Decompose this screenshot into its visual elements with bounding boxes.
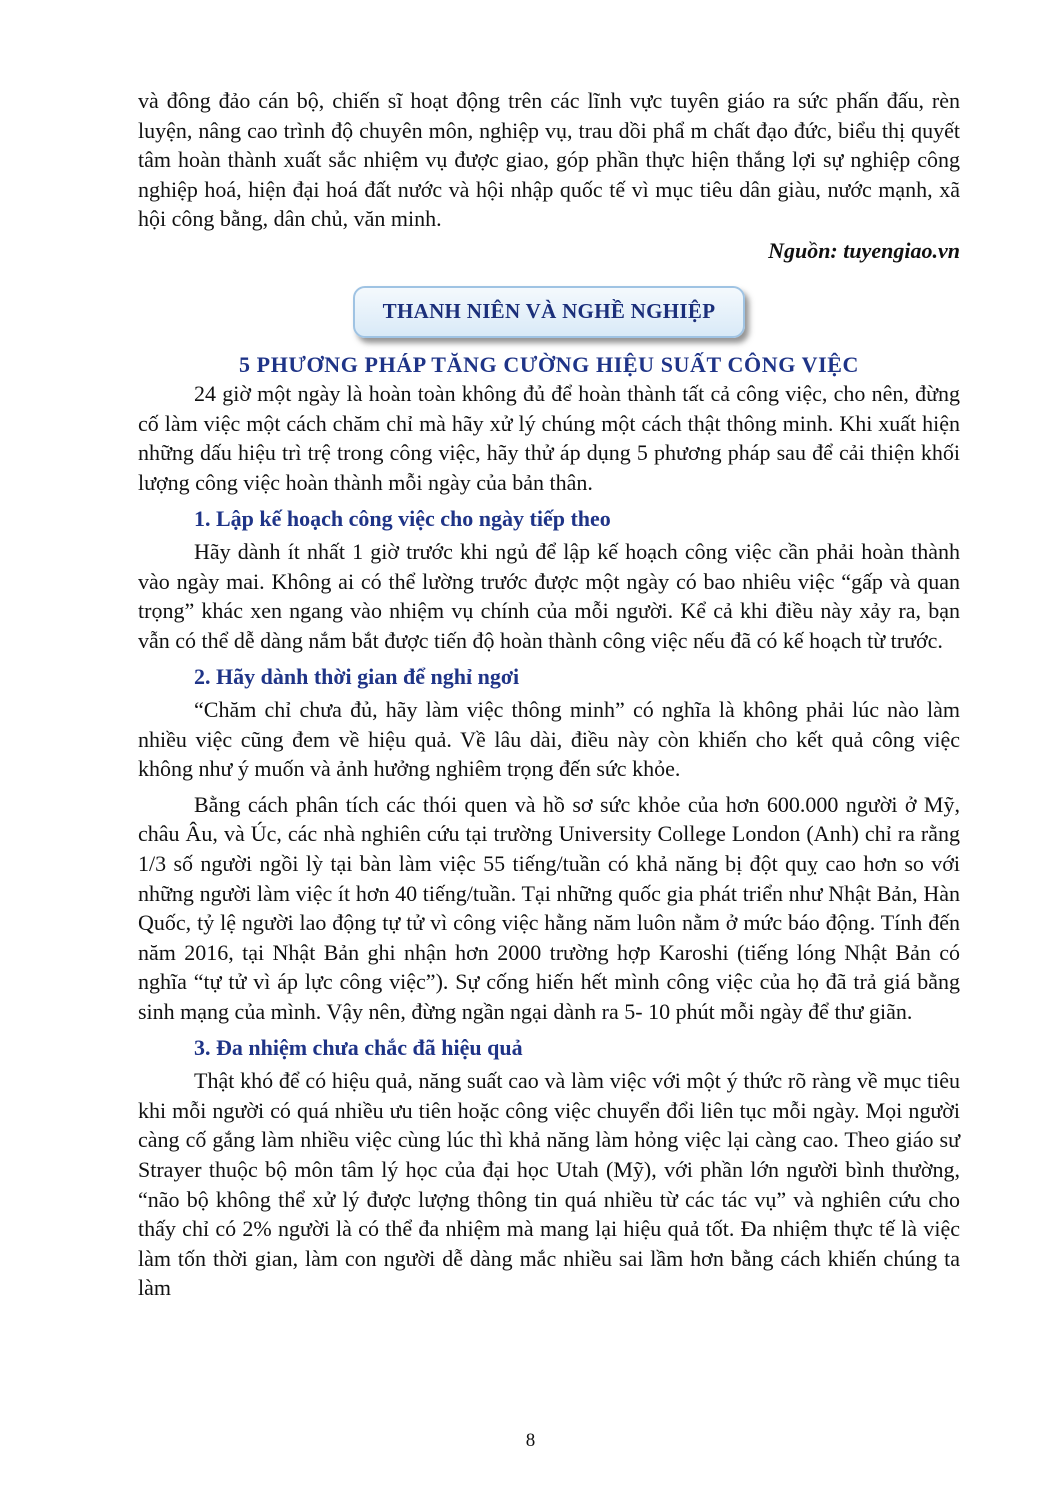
section-2-paragraph-1: “Chăm chỉ chưa đủ, hãy làm việc thông minh” có nghĩa là không phải lúc nào làm nhiều việc cũng đem về hiệu quả. Về lâu dài, điều này còn khiến cho kết quả công việc không như ý muốn và ảnh hưởng nghiêm trọng đến sức khỏe. [138, 697, 960, 782]
page-content [138, 86, 960, 1303]
section-1-paragraph-1: Hãy dành ít nhất 1 giờ trước khi ngủ để lập kế hoạch công việc cần phải hoàn thành vào ngày mai. Không ai có thể lường trước được một ngày có bao nhiêu việc “gấp và quan trọng” khác xen ngang vào nhiệm vụ chính của mỗi người. Kể cả khi điều này xảy ra, bạn vẫn có thể dễ dàng nắm bắt được tiến độ hoàn thành công việc nếu đã có kế hoạch từ trước. [138, 539, 960, 653]
section-heading-1: 1. Lập kế hoạch công việc cho ngày tiếp theo [194, 505, 611, 531]
article-title: 5 PHƯƠNG PHÁP TĂNG CƯỜNG HIỆU SUẤT CÔNG VIỆC [238, 351, 860, 377]
section-badge-container [138, 286, 960, 338]
section-heading-2: 2. Hãy dành thời gian để nghỉ ngơi [194, 663, 520, 689]
section-heading-3: 3. Đa nhiệm chưa chắc đã hiệu quả [194, 1034, 523, 1060]
section-3-paragraph-1: Thật khó để có hiệu quả, năng suất cao và làm việc với một ý thức rõ ràng về mục tiêu khi mỗi người có quá nhiều ưu tiên hoặc công việc chuyển đổi liên tục mỗi ngày. Mọi người càng cố gắng làm nhiều việc cùng lúc thì khả năng làm hỏng việc lại càng cao. Theo giáo sư Strayer thuộc bộ môn tâm lý học của đại học Utah (Mỹ), với phần lớn người bình thường, “não bộ không thể xử lý được lượng thông tin quá nhiều từ các tác vụ” và nghiên cứu cho thấy chỉ có 2% người là có thể đa nhiệm mà mang lại hiệu quả tốt. Đa nhiệm thực tế là việc làm tốn thời gian, làm con người dễ dàng mắc nhiều sai lầm hơn bằng cách khiến chúng ta làm [138, 1068, 960, 1301]
intro-paragraph: và đông đảo cán bộ, chiến sĩ hoạt động trên các lĩnh vực tuyên giáo ra sức phấn đấu, rèn luyện, nâng cao trình độ chuyên môn, nghiệp vụ, trau dồi phẩ m chất đạo đức, biểu thị quyết tâm hoàn thành xuất sắc nhiệm vụ được giao, góp phần thực hiện thắng lợi sự nghiệp công nghiệp hoá, hiện đại hoá đất nước và hội nhập quốc tế vì mục tiêu dân giàu, nước mạnh, xã hội công bằng, dân chủ, văn minh. [138, 88, 960, 232]
section-2-paragraph-2: Bằng cách phân tích các thói quen và hồ sơ sức khỏe của hơn 600.000 người ở Mỹ, châu Âu, và Úc, các nhà nghiên cứu tại trường University College London (Anh) chỉ ra rằng 1/3 số người ngồi lỳ tại bàn làm việc 55 tiếng/tuần có khả năng bị đột quỵ cao hơn so với những người làm việc ít hơn 40 tiếng/tuần. Tại những quốc gia phát triển như Nhật Bản, Hàn Quốc, tỷ lệ người lao động tự tử vì công việc hằng năm luôn nằm ở mức báo động. Tính đến năm 2016, tại Nhật Bản ghi nhận hơn 2000 trường hợp Karoshi (tiếng lóng Nhật Bản có nghĩa “tự tử vì áp lực công việc”). Sự cống hiến hết mình công việc của họ đã trả giá bằng sinh mạng của mình. Vậy nên, đừng ngần ngại dành ra 5- 10 phút mỗi ngày để thư giãn. [138, 791, 960, 1025]
section-badge: THANH NIÊN VÀ NGHỀ NGHIỆP [353, 286, 746, 338]
page-number: 8 [525, 1430, 536, 1451]
lead-paragraph: 24 giờ một ngày là hoàn toàn không đủ để hoàn thành tất cả công việc, cho nên, đừng cố làm việc một cách chăm chỉ mà hãy xử lý chúng một cách thật thông minh. Khi xuất hiện những dấu hiệu trì trệ trong công việc, hãy thử áp dụng 5 phương pháp sau để cải thiện khối lượng công việc hoàn thành mỗi ngày của bản thân. [138, 381, 960, 495]
source-credit: Nguồn: tuyengiao.vn [768, 237, 960, 263]
